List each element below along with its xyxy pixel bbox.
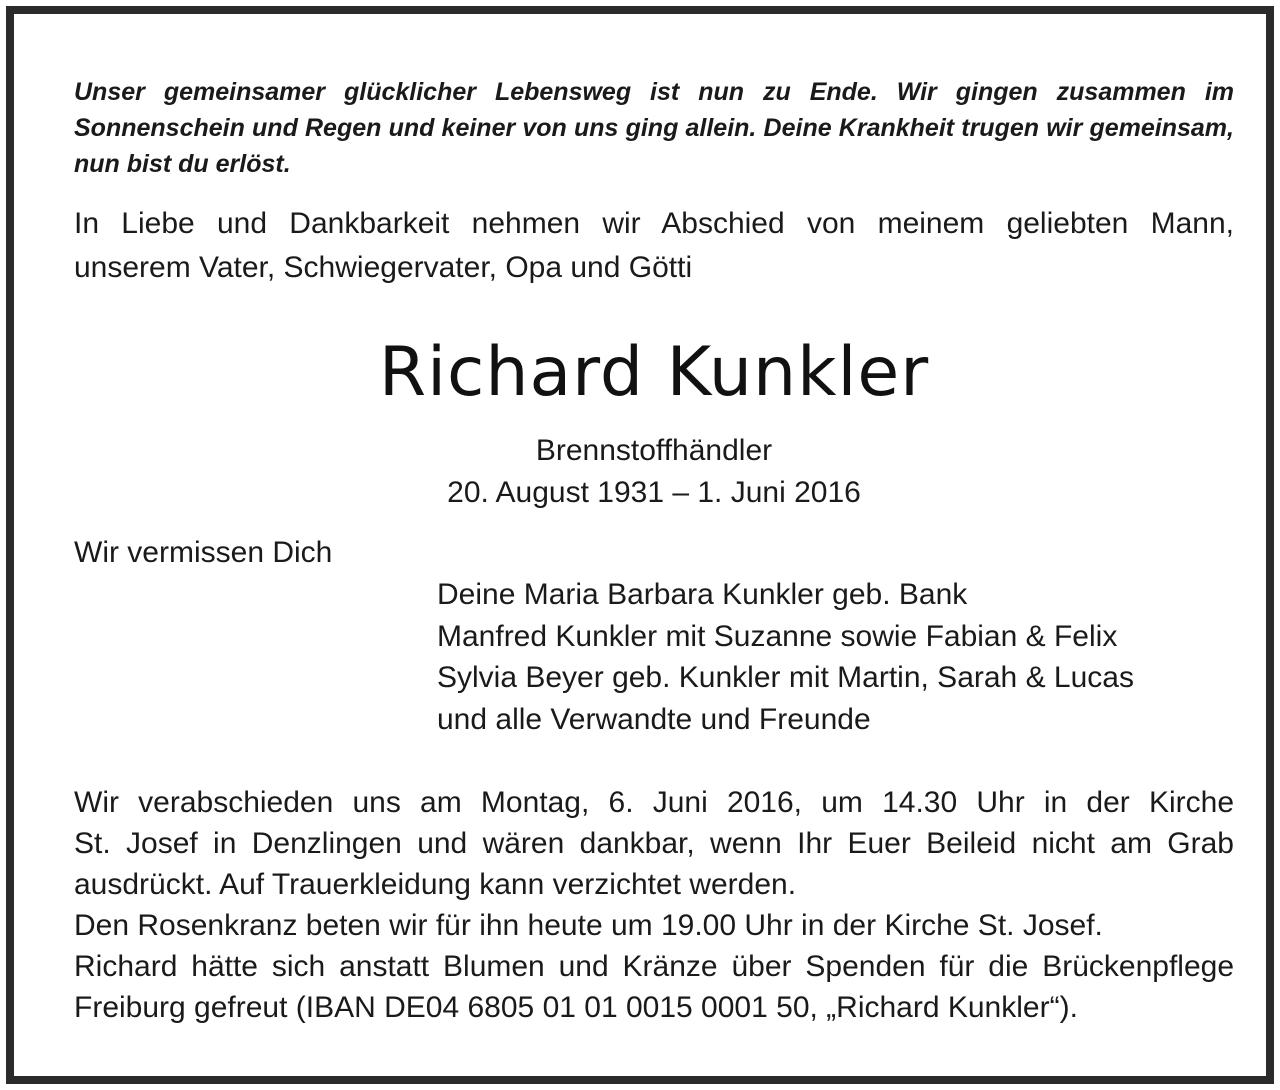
intro-text [74,202,1234,290]
intro-line-2: unserem Vater, Schwiegervater, Opa und Götti [74,251,693,284]
rosary-line: Den Rosenkranz beten wir für ihn heute um 19.00 Uhr in der Kirche St. Josef. [74,909,1103,942]
obituary-content [74,74,1234,1028]
family-list [437,574,1234,740]
obituary-frame [6,6,1274,1084]
deceased-dates: 20. August 1931 – 1. Juni 2016 [447,476,861,509]
family-member: Manfred Kunkler mit Suzanne sowie Fabian & Felix [437,619,1118,653]
family-member: und alle Verwandte und Freunde [437,702,871,736]
service-info [74,782,1234,1028]
donation-line-2: Freiburg gefreut (IBAN DE04 6805 01 01 0015 0001 50, „Richard Kunkler“). [74,991,1078,1024]
deceased-name: Richard Kunkler [378,333,930,412]
deceased-occupation: Brennstoffhändler [535,434,773,467]
motto-text: Unser gemeinsamer glücklicher Lebensweg ist nun zu Ende. Wir gingen zusammen im Sonnenschein und Regen und keiner von uns ging allein. Deine Krankheit trugen wir gemeinsam, nun bist du erlöst. [74,78,1234,178]
missing-text: Wir vermissen Dich [74,536,333,569]
service-line-1: Wir verabschieden uns am Montag, 6. Juni 2016, um 14.30 Uhr in der Kirche [74,786,1234,819]
family-member: Sylvia Beyer geb. Kunkler mit Martin, Sarah & Lucas [437,661,1134,694]
service-line-3: ausdrückt. Auf Trauerkleidung kann verzichtet werden. [74,868,797,901]
donation-line-1: Richard hätte sich anstatt Blumen und Kränze über Spenden für die Brückenpflege [74,950,1234,983]
intro-line-1: In Liebe und Dankbarkeit nehmen wir Abschied von meinem geliebten Mann, [74,207,1234,240]
family-member: Deine Maria Barbara Kunkler geb. Bank [437,578,968,611]
service-line-2: St. Josef in Denzlingen und wären dankbar, wenn Ihr Euer Beileid nicht am Grab [74,827,1234,860]
